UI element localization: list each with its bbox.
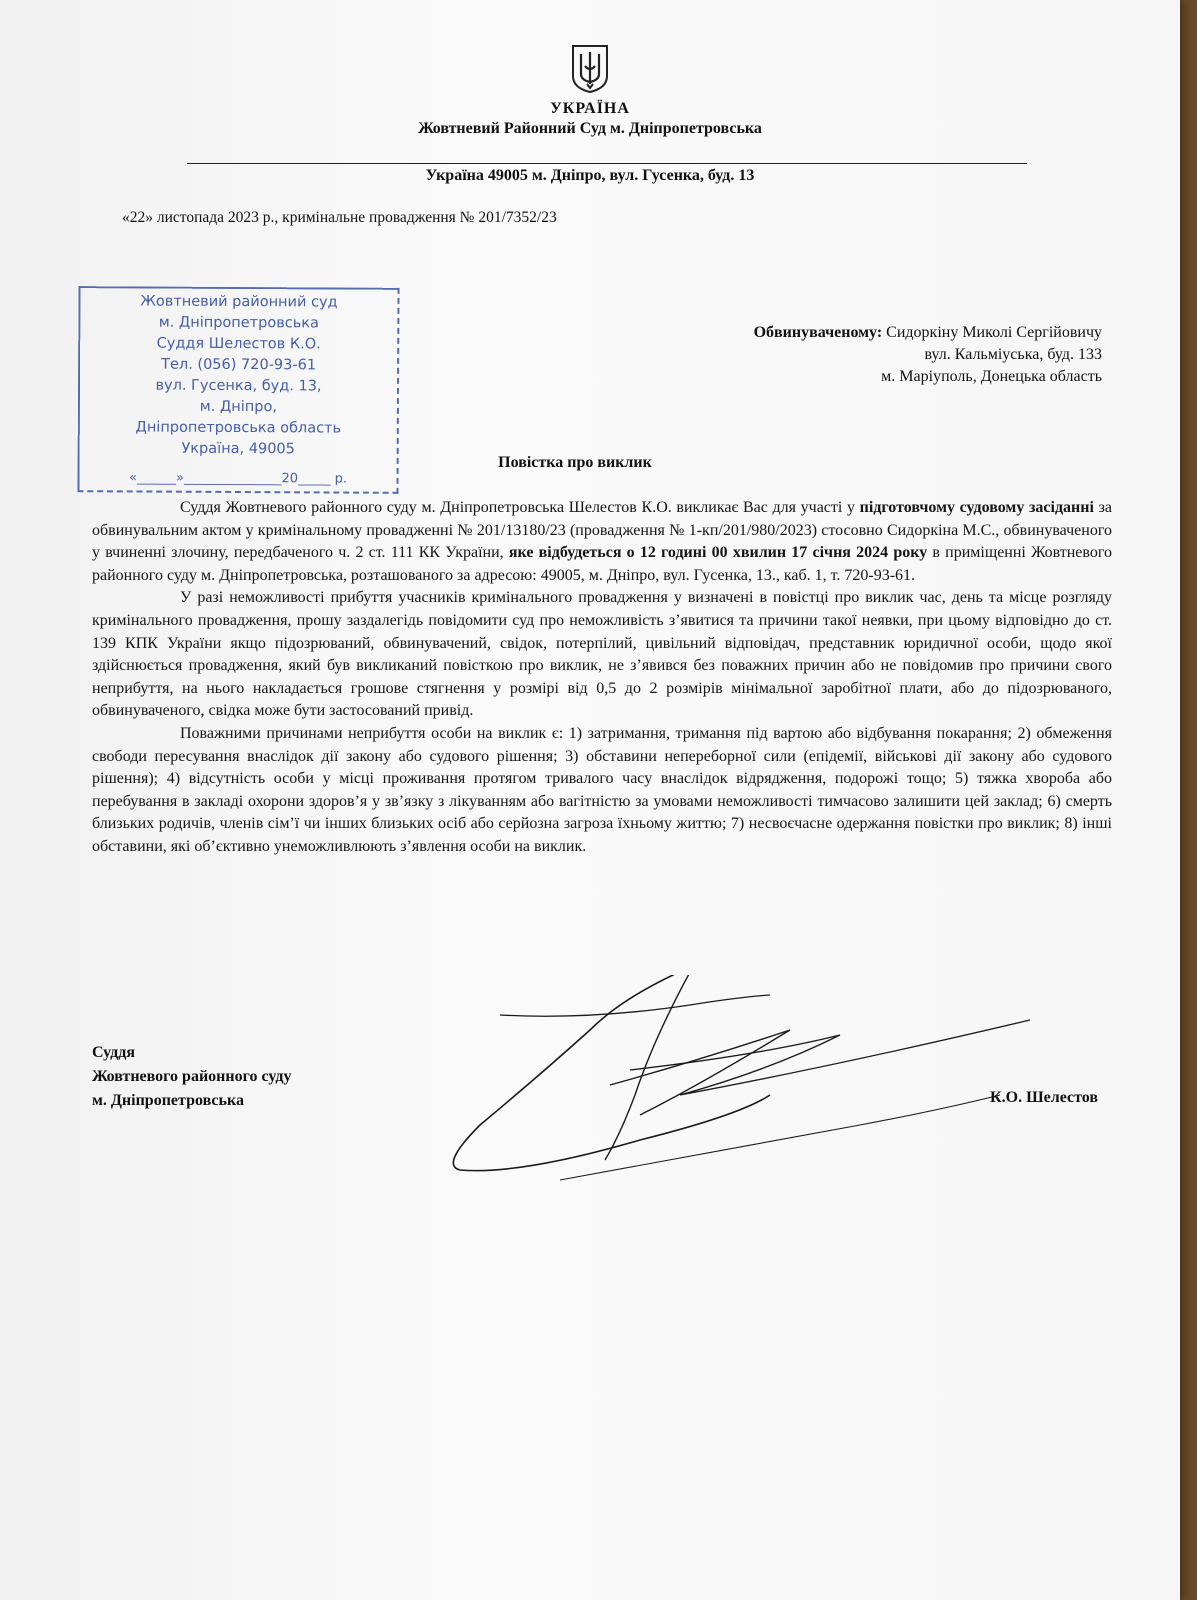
bold-segment: яке відбудеться о 12 годині 00 хвилин 17 січня 2024 року: [508, 544, 928, 562]
addressee-block: [754, 322, 1102, 388]
court-address: Україна 49005 м. Дніпро, вул. Гусенка, буд. 13: [425, 167, 755, 184]
bold-segment: підготовчому судовому засіданні: [859, 499, 1094, 516]
stamp-line: Україна, 49005: [181, 440, 295, 458]
stamp-line: Тел. (056) 720-93-61: [161, 356, 317, 374]
addressee-city: м. Маріуполь, Донецька область: [881, 368, 1102, 385]
text-segment: за обвинувальним актом у кримінальному провадженні № 201/13180/23 (провадження № 1-кп/201/980/2023) стосовно Сидоркіна М.С., обвинуваченого у вчиненні злочину, передбаченого ч. 2 ст. 111 КК України,: [92, 499, 1113, 562]
addressee-name: Сидоркіну Миколі Сергійовичу: [882, 324, 1102, 341]
stamp-line: Дніпропетровська область: [135, 419, 342, 437]
trident-emblem-icon: [570, 44, 610, 94]
addressee-label: Обвинуваченому:: [753, 324, 883, 341]
paragraph-summons: [92, 497, 1112, 587]
stamp-line: Суддя Шелестов К.О.: [156, 335, 321, 353]
paragraph-absence-notice: У разі неможливості прибуття учасників кримінального провадження у визначені в повістці про виклик час, день та місце розгляду кримінального провадження, прошу заздалегідь повідомити суд про неможливість з’явитися та причини такої неявки, при цьому відповідно до ст. 139 КПК України якщо підозрюваний, обвинувачений, свідок, потерпілий, цивільний відповідач, представник юридичної особи, щодо якої здійснюється провадження, який був викликаний повісткою про виклик, не з’явився без поважних причин або не повідомив про причини свого неприбуття, на нього накладається грошове стягнення у розмірі від 0,5 до 2 розмірів мінімальної заробітної плати, або до підозрюваного, обвинуваченого, свідка може бути застосований привід.: [92, 589, 1112, 720]
stamp-line: м. Дніпропетровська: [158, 314, 319, 332]
judge-name: К.О. Шелестов: [990, 1089, 1098, 1106]
stamp-date-field: «______»_______________20_____ р.: [129, 470, 348, 487]
signature-city: м. Дніпропетровська: [92, 1092, 244, 1109]
handwritten-signature: [440, 975, 1080, 1185]
signature-title: Суддя: [92, 1044, 135, 1061]
paragraph-valid-reasons: Поважними причинами неприбуття особи на виклик є: 1) затримання, тримання під вартою або відбування покарання; 2) обмеження свободи пересування внаслідок дії закону або судового рішення; 3) обставини непереборної сили (епідемії, військові дії закону або судового рішення); 4) відсутність особи у місці проживання протягом тривалого часу внаслідок відрядження, подорожі тощо; 5) тяжка хвороба або перебування в закладі охорони здоров’я у зв’язку з лікуванням або вагітністю за умовами неможливості тимчасово залишити цей заклад; 6) смерть близьких родичів, членів сім’ї чи інших близьких осіб або серйозна загроза їхньому життю; 7) несвоєчасне одержання повістки про виклик; 8) інші обставини, які об’єктивно унеможливлюють з’явлення особи на виклик.: [92, 724, 1112, 855]
document-header: [0, 44, 1180, 138]
document-title: Повістка про виклик: [498, 454, 652, 471]
text-segment: Суддя Жовтневого районного суду м. Дніпропетровська Шелестов К.О. викликає Вас для участі у: [180, 499, 860, 516]
stamp-line: Жовтневий районний суд: [140, 293, 338, 311]
signature-court: Жовтневого районного суду: [92, 1068, 292, 1085]
date-and-case-number: «22» листопада 2023 р., кримінальне провадження № 201/7352/23: [122, 209, 557, 226]
text-segment: в приміщенні Жовтневого районного суду м. Дніпропетровська, розташованого за адресою: 49005, м. Дніпро, вул. Гусенка, 13., каб. 1, т. 720-93-61.: [92, 544, 1113, 584]
document-body: [92, 497, 1112, 859]
stamp-line: вул. Гусенка, буд. 13,: [155, 377, 322, 395]
judge-signature-block: [92, 1041, 291, 1113]
court-name: Жовтневий Районний Суд м. Дніпропетровська: [418, 120, 762, 137]
header-divider: [187, 163, 1027, 164]
addressee-street: вул. Кальміуська, буд. 133: [924, 346, 1102, 363]
stamp-line: м. Дніпро,: [199, 398, 278, 416]
country-title: УКРАЇНА: [550, 100, 630, 117]
